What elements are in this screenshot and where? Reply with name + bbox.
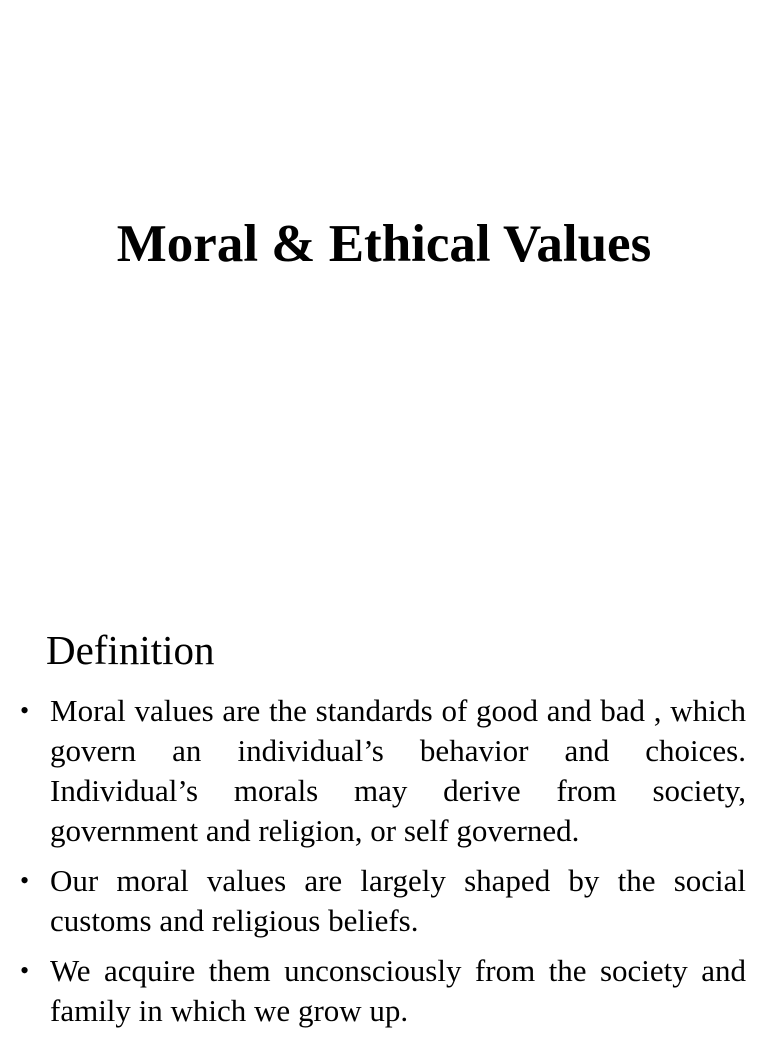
- bullet-item: [0, 951, 746, 1031]
- bullet-icon: •: [20, 696, 30, 725]
- section-heading: Definition: [46, 627, 215, 673]
- bullet-item: [0, 691, 746, 851]
- bullet-icon: •: [20, 956, 30, 985]
- bullet-icon: •: [20, 866, 30, 895]
- bullet-list: [0, 691, 768, 1041]
- slide-title: Moral & Ethical Values: [116, 215, 652, 273]
- bullet-text: Our moral values are largely shaped by the social customs and religious beliefs.: [50, 863, 746, 938]
- bullet-text: We acquire them unconsciously from the society and family in which we grow up.: [50, 953, 746, 1028]
- bullet-text: Moral values are the standards of good and bad , which govern an individual’s behavior and choices. Individual’s morals may derive from society, government and religion, or self governed.: [50, 693, 746, 848]
- definition-slide: [0, 600, 768, 1028]
- bullet-item: [0, 861, 746, 941]
